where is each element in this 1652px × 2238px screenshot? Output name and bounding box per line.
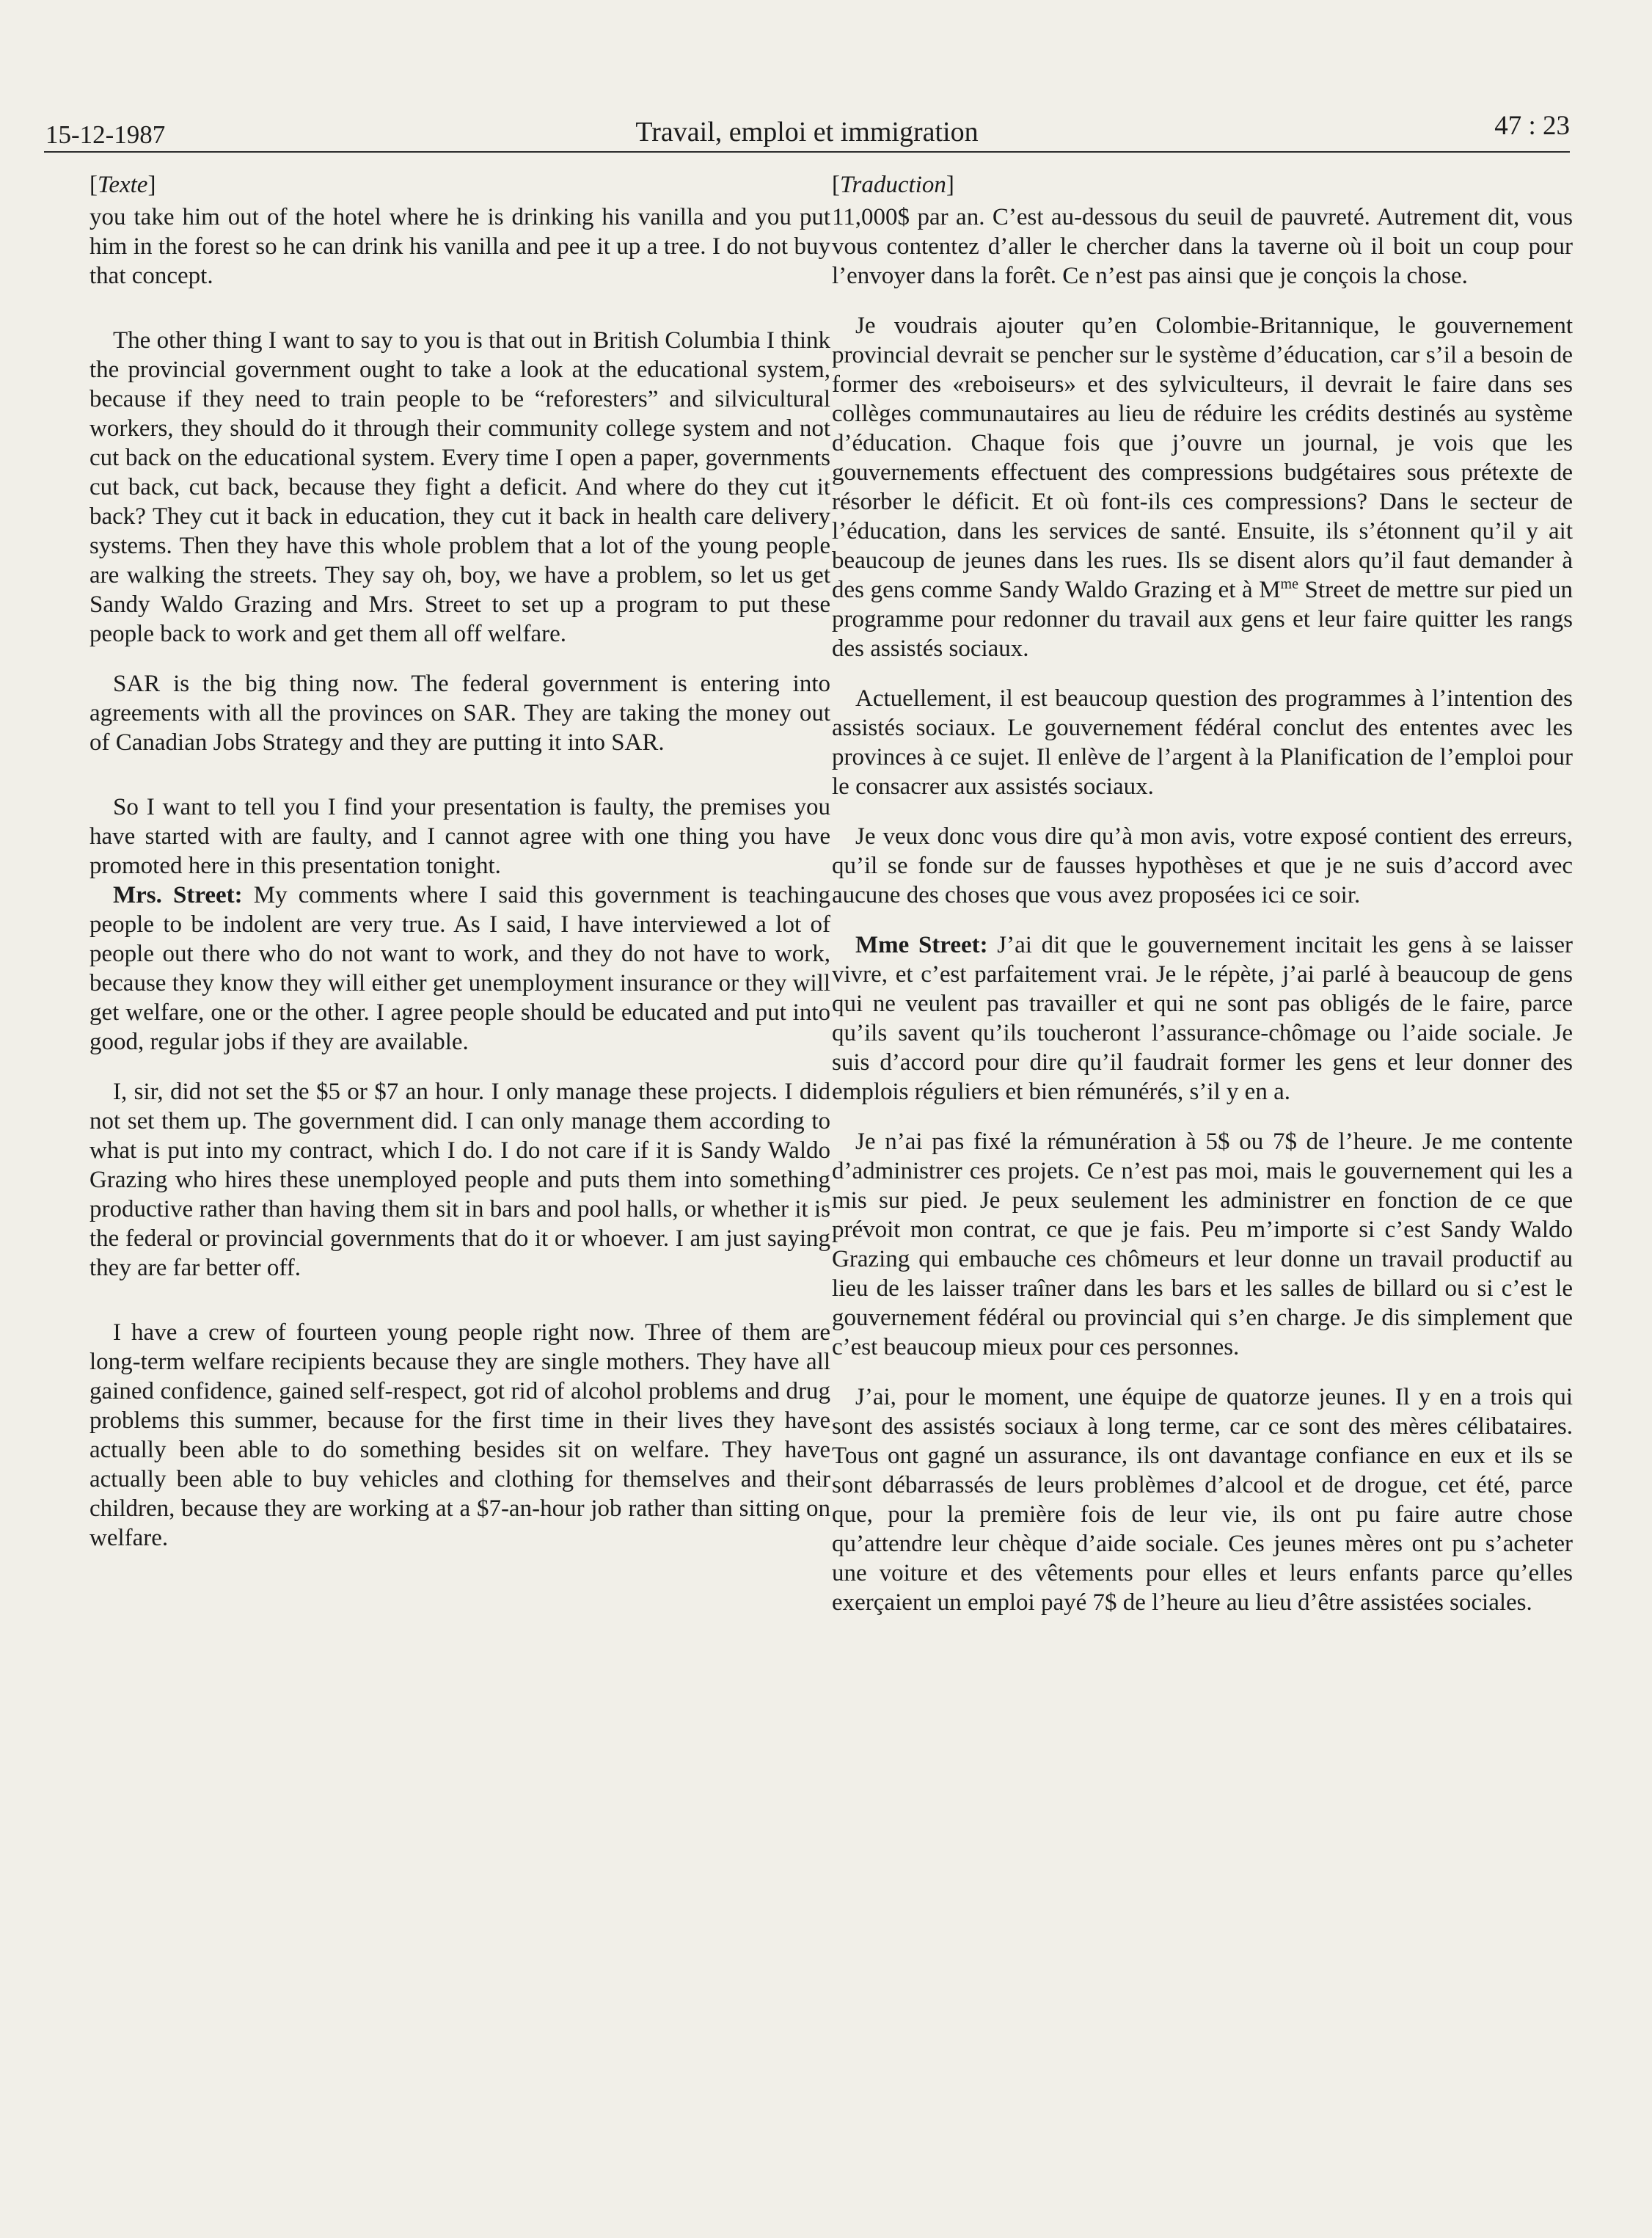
speech-text-fr: J’ai dit que le gouvernement incitait les gens à se laisser vivre, et c’est parfaitement vrai. Je le répète, j’ai parlé à beaucoup de gens qui ne veulent pas travailler et qui ne sont pas obligés de le faire, parce qu’ils savent qu’ils toucheront l’assurance-chômage ou l’aide sociale. Je suis d’accord pour dire qu’il faudrait former les gens et leur donner des emplois réguliers et bien rémunérés, s’il y en a. — [832, 932, 1573, 1105]
superscript-me: me — [1280, 576, 1298, 592]
speaker-name-fr: Mme Street: — [855, 932, 988, 958]
paragraph-en-7: I have a crew of fourteen young people right now. Three of them are long-term welfare recipients because they are single mothers. They have all gained confidence, gained self-respect, got rid of alcohol problems and drug problems this summer, because for the first time in their lives they have actually been able to do something besides sit on welfare. They have actually been able to buy vehicles and clothing for themselves and their children, because they are working at a $7-an-hour job rather than sitting on welfare. — [89, 1319, 830, 1551]
column-label-traduction: [Traduction] — [832, 172, 954, 198]
column-label-text: Traduction — [840, 172, 946, 198]
paragraph-en-6: I, sir, did not set the $5 or $7 an hour. I only manage these projects. I did not set them up. The government did. I can only manage them according to what is put into my contract, which I do. I do not care if it is Sandy Waldo Grazing who hires these unemployed people and puts them into something productive rather than having them sit in bars and pool halls, or whether it is the federal or provincial governments that do it or whoever. I am just saying they are far better off. — [89, 1079, 830, 1281]
column-label-text: Texte — [98, 172, 148, 198]
english-column — [89, 170, 830, 1553]
paragraph-fr-6: Je n’ai pas fixé la rémunération à 5$ ou 7$ de l’heure. Je me contente d’administrer ces projets. Ce n’est pas moi, mais le gouvernement qui les a mis sur pied. Je peux seulement les administrer en fonction de ce que prévoit mon contrat, ce que je fais. Peu m’importe si c’est Sandy Waldo Grazing qui embauche ces chômeurs et leur donne un travail productif au lieu de les laisser traîner dans les bars et les salles de billard ou si c’est le gouvernement fédéral ou provincial qui s’en charge. Je dis simplement que c’est beaucoup mieux pour ces personnes. — [832, 1129, 1573, 1360]
paragraph-fr-3: Actuellement, il est beaucoup question des programmes à l’intention des assistés sociaux. Le gouvernement fédéral conclut des ententes avec les provinces à ce sujet. Il enlève de l’argent à la Planification de l’emploi pour le consacrer aux assistés sociaux. — [832, 685, 1573, 800]
paragraph-fr-7: J’ai, pour le moment, une équipe de quatorze jeunes. Il y en a trois qui sont des assistés sociaux à long terme, car ce sont des mères célibataires. Tous ont gagné un assurance, ils ont davantage confiance en eux et ils se sont débarrassés de leurs problèmes d’alcool et de drogue, cet été, parce que, pour la première fois de leur vie, ils ont pu faire autre chose qu’attendre leur chèque d’aide sociale. Ces jeunes mères ont pu s’acheter une voiture et des vêtements pour elles et leurs enfants parce qu’elles exerçaient un emploi payé 7$ de l’heure au lieu d’être assistées sociales. — [832, 1384, 1573, 1616]
header-rule — [44, 151, 1570, 153]
header-date: 15-12-1987 — [45, 120, 166, 149]
paragraph-fr-5 — [832, 930, 1573, 1107]
speaker-name-en: Mrs. Street: — [113, 882, 243, 908]
page-header — [44, 110, 1570, 151]
paragraph-fr-1: 11,000$ par an. C’est au-dessous du seuil de pauvreté. Autrement dit, vous vous contentez d’aller le chercher dans la taverne où il boit un coup pour l’envoyer dans la forêt. Ce n’est pas ainsi que je conçois la chose. — [832, 204, 1573, 289]
speech-text-en: My comments where I said this government is teaching people to be indolent are very true. As I said, I have interviewed a lot of people out there who do not want to work, and they do not have to work, because they know they will either get unemployment insurance or they will get welfare, one or the other. I agree people should be educated and put into good, regular jobs if they are available. — [89, 882, 830, 1055]
header-title: Travail, emploi et immigration — [635, 117, 979, 147]
paragraph-fr-2-part-a: Je voudrais ajouter qu’en Colombie-Britannique, le gouvernement provincial devrait se pencher sur le système d’éducation, car s’il a besoin de former des «reboiseurs» et des sylviculteurs, il devrait le faire dans ses collèges communautaires au lieu de réduire les crédits destinés au système d’éducation. Chaque fois que j’ouvre un journal, je vois que les gouvernements effectuent des compressions budgétaires sous prétexte de résorber le déficit. Et où font-ils ces compressions? Dans le secteur de l’éducation, dans les services de santé. Ensuite, ils s’étonnent qu’il y ait beaucoup de jeunes dans les rues. Ils se disent alors qu’il faut demander à des gens comme Sandy Waldo Grazing et à M — [832, 313, 1573, 603]
paragraph-en-5 — [89, 881, 830, 1057]
paragraph-en-1: you take him out of the hotel where he is drinking his vanilla and you put him in the forest so he can drink his vanilla and pee it up a tree. I do not buy that concept. — [89, 204, 830, 289]
paragraph-fr-2-part-b: Street de mettre sur pied un programme pour redonner du travail aux gens et leur faire quitter les rangs des assistés sociaux. — [832, 577, 1574, 662]
paragraph-en-4: So I want to tell you I find your presentation is faulty, the premises you have started with are faulty, and I cannot agree with one thing you have promoted here in this presentation tonight. — [89, 794, 830, 879]
paragraph-fr-4: Je veux donc vous dire qu’à mon avis, votre exposé contient des erreurs, qu’il se fonde sur de fausses hypothèses et que je ne suis d’accord avec aucune des choses que vous avez proposées ici ce soir. — [832, 823, 1573, 908]
paragraph-fr-2 — [832, 311, 1573, 663]
paragraph-en-2: The other thing I want to say to you is that out in British Columbia I think the provincial government ought to take a look at the educational system, because if they need to train people to be “reforesters” and silvicultural workers, they should do it through their community college system and not cut back on the educational system. Every time I open a paper, governments cut back, cut back, because they fight a deficit. And where do they cut it back? They cut it back in education, they cut it back in health care delivery systems. Then they have this whole problem that a lot of the young people are walking the streets. They say oh, boy, we have a problem, so let us get Sandy Waldo Grazing and Mrs. Street to set up a program to put these people back to work and get them all off welfare. — [89, 327, 830, 647]
column-label-texte: [Texte] — [89, 172, 156, 198]
french-column — [832, 170, 1573, 1617]
paragraph-en-3: SAR is the big thing now. The federal government is entering into agreements with all the provinces on SAR. They are taking the money out of Canadian Jobs Strategy and they are putting it into SAR. — [89, 671, 830, 756]
header-page-number: 47 : 23 — [1494, 111, 1570, 141]
